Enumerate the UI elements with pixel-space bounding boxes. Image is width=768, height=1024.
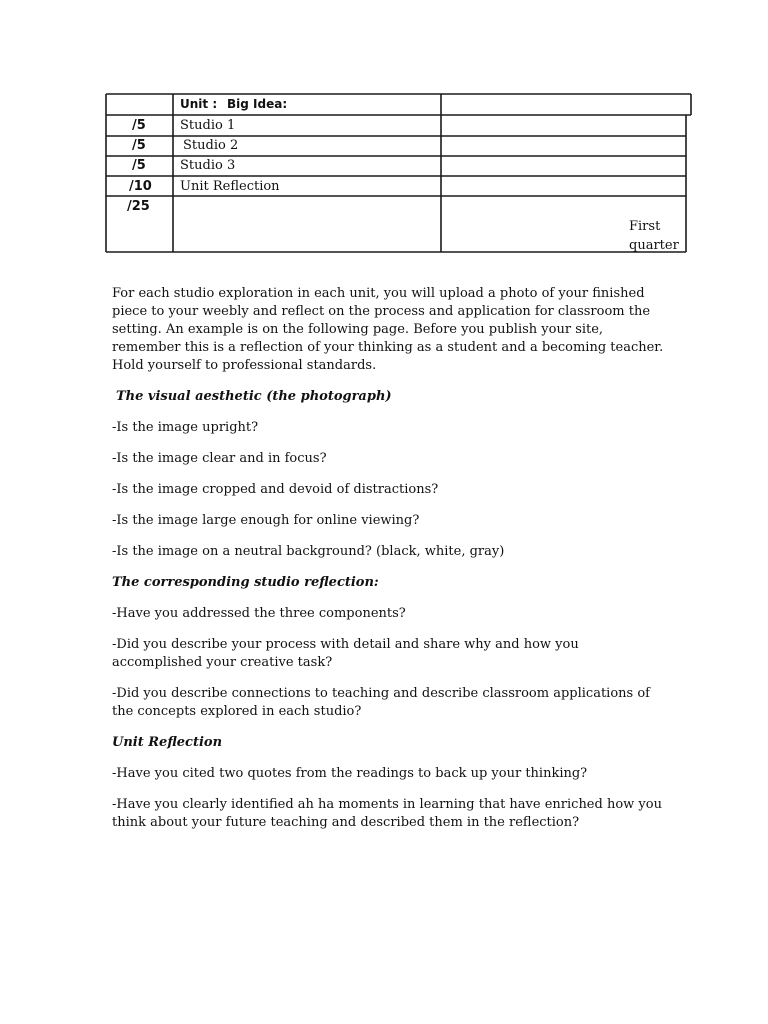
- studio-3-points: /5: [132, 158, 146, 173]
- checklist-item: -Did you describe your process with detail and share why and how you accomplished your creative task?: [112, 637, 579, 670]
- checklist-item: -Is the image on a neutral background? (black, white, gray): [112, 544, 505, 559]
- unit-reflection-label: Unit Reflection: [180, 179, 280, 194]
- section-heading-studio-reflection: The corresponding studio reflection:: [112, 575, 379, 590]
- studio-1-label: Studio 1: [180, 118, 236, 133]
- total-note-line-2: quarter: [629, 238, 679, 253]
- checklist-item: -Have you addressed the three components?: [112, 606, 406, 621]
- total-note-line-1: First: [629, 219, 661, 234]
- studio-2-points: /5: [132, 138, 146, 153]
- checklist-item: -Is the image large enough for online viewing?: [112, 513, 420, 528]
- checklist-item: -Is the image clear and in focus?: [112, 451, 327, 466]
- big-idea-label: Big Idea:: [227, 97, 288, 111]
- checklist-item: -Did you describe connections to teaching and describe classroom applications of the concepts explored in each studio?: [112, 686, 650, 719]
- section-heading-unit-reflection: Unit Reflection: [112, 735, 223, 750]
- checklist-item: -Is the image upright?: [112, 420, 259, 435]
- total-note: [629, 217, 679, 255]
- checklist-item: -Have you cited two quotes from the readings to back up your thinking?: [112, 766, 588, 781]
- instructions: [112, 285, 672, 845]
- total-points: /25: [127, 199, 150, 214]
- checklist-item: -Is the image cropped and devoid of distractions?: [112, 482, 439, 497]
- studio-2-label: Studio 2: [183, 138, 239, 153]
- unit-label: Unit :: [180, 97, 218, 111]
- section-heading-visual-aesthetic: The visual aesthetic (the photograph): [116, 389, 392, 404]
- unit-reflection-points: /10: [129, 179, 152, 194]
- intro-paragraph: For each studio exploration in each unit, you will upload a photo of your finished piece to your weebly and reflect on the process and application for classroom the setting. An example is on the following page. Before you publish your site, remember this is a reflection of your thinking as a student and a becoming teacher. Hold yourself to professional standards.: [112, 286, 664, 373]
- studio-1-points: /5: [132, 118, 146, 133]
- checklist-item: -Have you clearly identified ah ha moments in learning that have enriched how you think about your future teaching and described them in the reflection?: [112, 797, 662, 830]
- studio-3-label: Studio 3: [180, 158, 236, 173]
